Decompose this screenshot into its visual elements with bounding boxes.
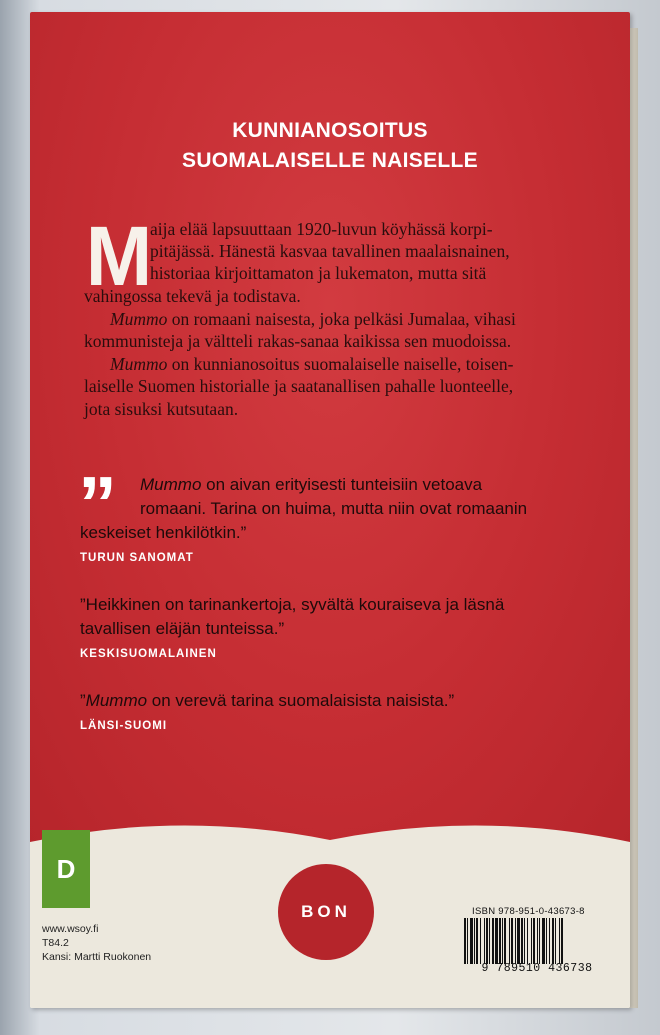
book-back-cover — [30, 12, 630, 1008]
classification-code: T84.2 — [42, 937, 69, 949]
blurb-paragraph-3-line-2: laiselle Suomen historialle ja saatanallisen pahalle luonteelle, — [84, 376, 514, 396]
blurb-paragraph-2-line-2: kommunisteja ja vältteli rakas-sanaa kaikissa sen muodoissa. — [84, 331, 512, 351]
blurb-line-3: historiaa kirjoittamaton ja lukematon, mutta sitä — [150, 263, 487, 283]
book-title-italic: Mummo — [110, 354, 168, 374]
blurb-line-4: vahingossa tekevä ja todistava. — [84, 286, 301, 306]
quote-1-line-2: romaani. Tarina on huima, mutta niin ovat romaanin — [140, 499, 528, 518]
book-title-italic: Mummo — [85, 691, 148, 710]
quote-mark-icon: ” — [78, 460, 111, 548]
quote-2-source: KESKISUOMALAINEN — [80, 648, 217, 660]
headline-line-1: KUNNIANOSOITUS — [232, 119, 428, 142]
book-title-italic: Mummo — [140, 475, 202, 494]
blurb-line-2: pitäjässä. Hänestä kasvaa tavallinen maalaisnainen, — [150, 241, 510, 261]
blurb-paragraph-3-line-3: jota sisuksi kutsutaan. — [84, 399, 239, 419]
quote-1-line-1: Mummo on aivan erityisesti tunteisiin vetoava — [140, 475, 483, 494]
publisher-website: www.wsoy.fi — [42, 923, 99, 935]
d-publisher-logo: D — [42, 830, 90, 908]
quote-1-source: TURUN SANOMAT — [80, 552, 194, 564]
blurb-paragraph-2-line-1: Mummo on romaani naisesta, joka pelkäsi Jumalaa, vihasi — [110, 309, 516, 329]
quote-1-line-3: keskeiset henkilötkin.” — [80, 523, 247, 542]
quote-3-source: LÄNSI-SUOMI — [80, 720, 168, 732]
barcode-digits: 9 789510 436738 — [481, 962, 593, 975]
bon-series-logo: BON — [278, 864, 374, 960]
quote-2-line-2: tavallisen eläjän tunteissa.” — [80, 619, 285, 638]
isbn-label: ISBN 978-951-0-43673-8 — [472, 906, 585, 917]
blurb-line-1: aija elää lapsuuttaan 1920-luvun köyhässä korpi- — [150, 219, 493, 239]
barcode-icon — [462, 918, 612, 964]
blurb-paragraph-3-line-1: Mummo on kunnianosoitus suomalaiselle naiselle, toisen- — [110, 354, 514, 374]
headline-line-2: SUOMALAISELLE NAISELLE — [182, 149, 478, 172]
quote-2-line-1: ”Heikkinen on tarinankertoja, syvältä kouraiseva ja läsnä — [80, 595, 505, 614]
quote-3-line: ”Mummo on verevä tarina suomalaisista naisista.” — [80, 691, 455, 710]
dropcap-letter: M — [85, 209, 153, 303]
book-title-italic: Mummo — [110, 309, 168, 329]
cover-credit: Kansi: Martti Ruokonen — [42, 951, 152, 963]
